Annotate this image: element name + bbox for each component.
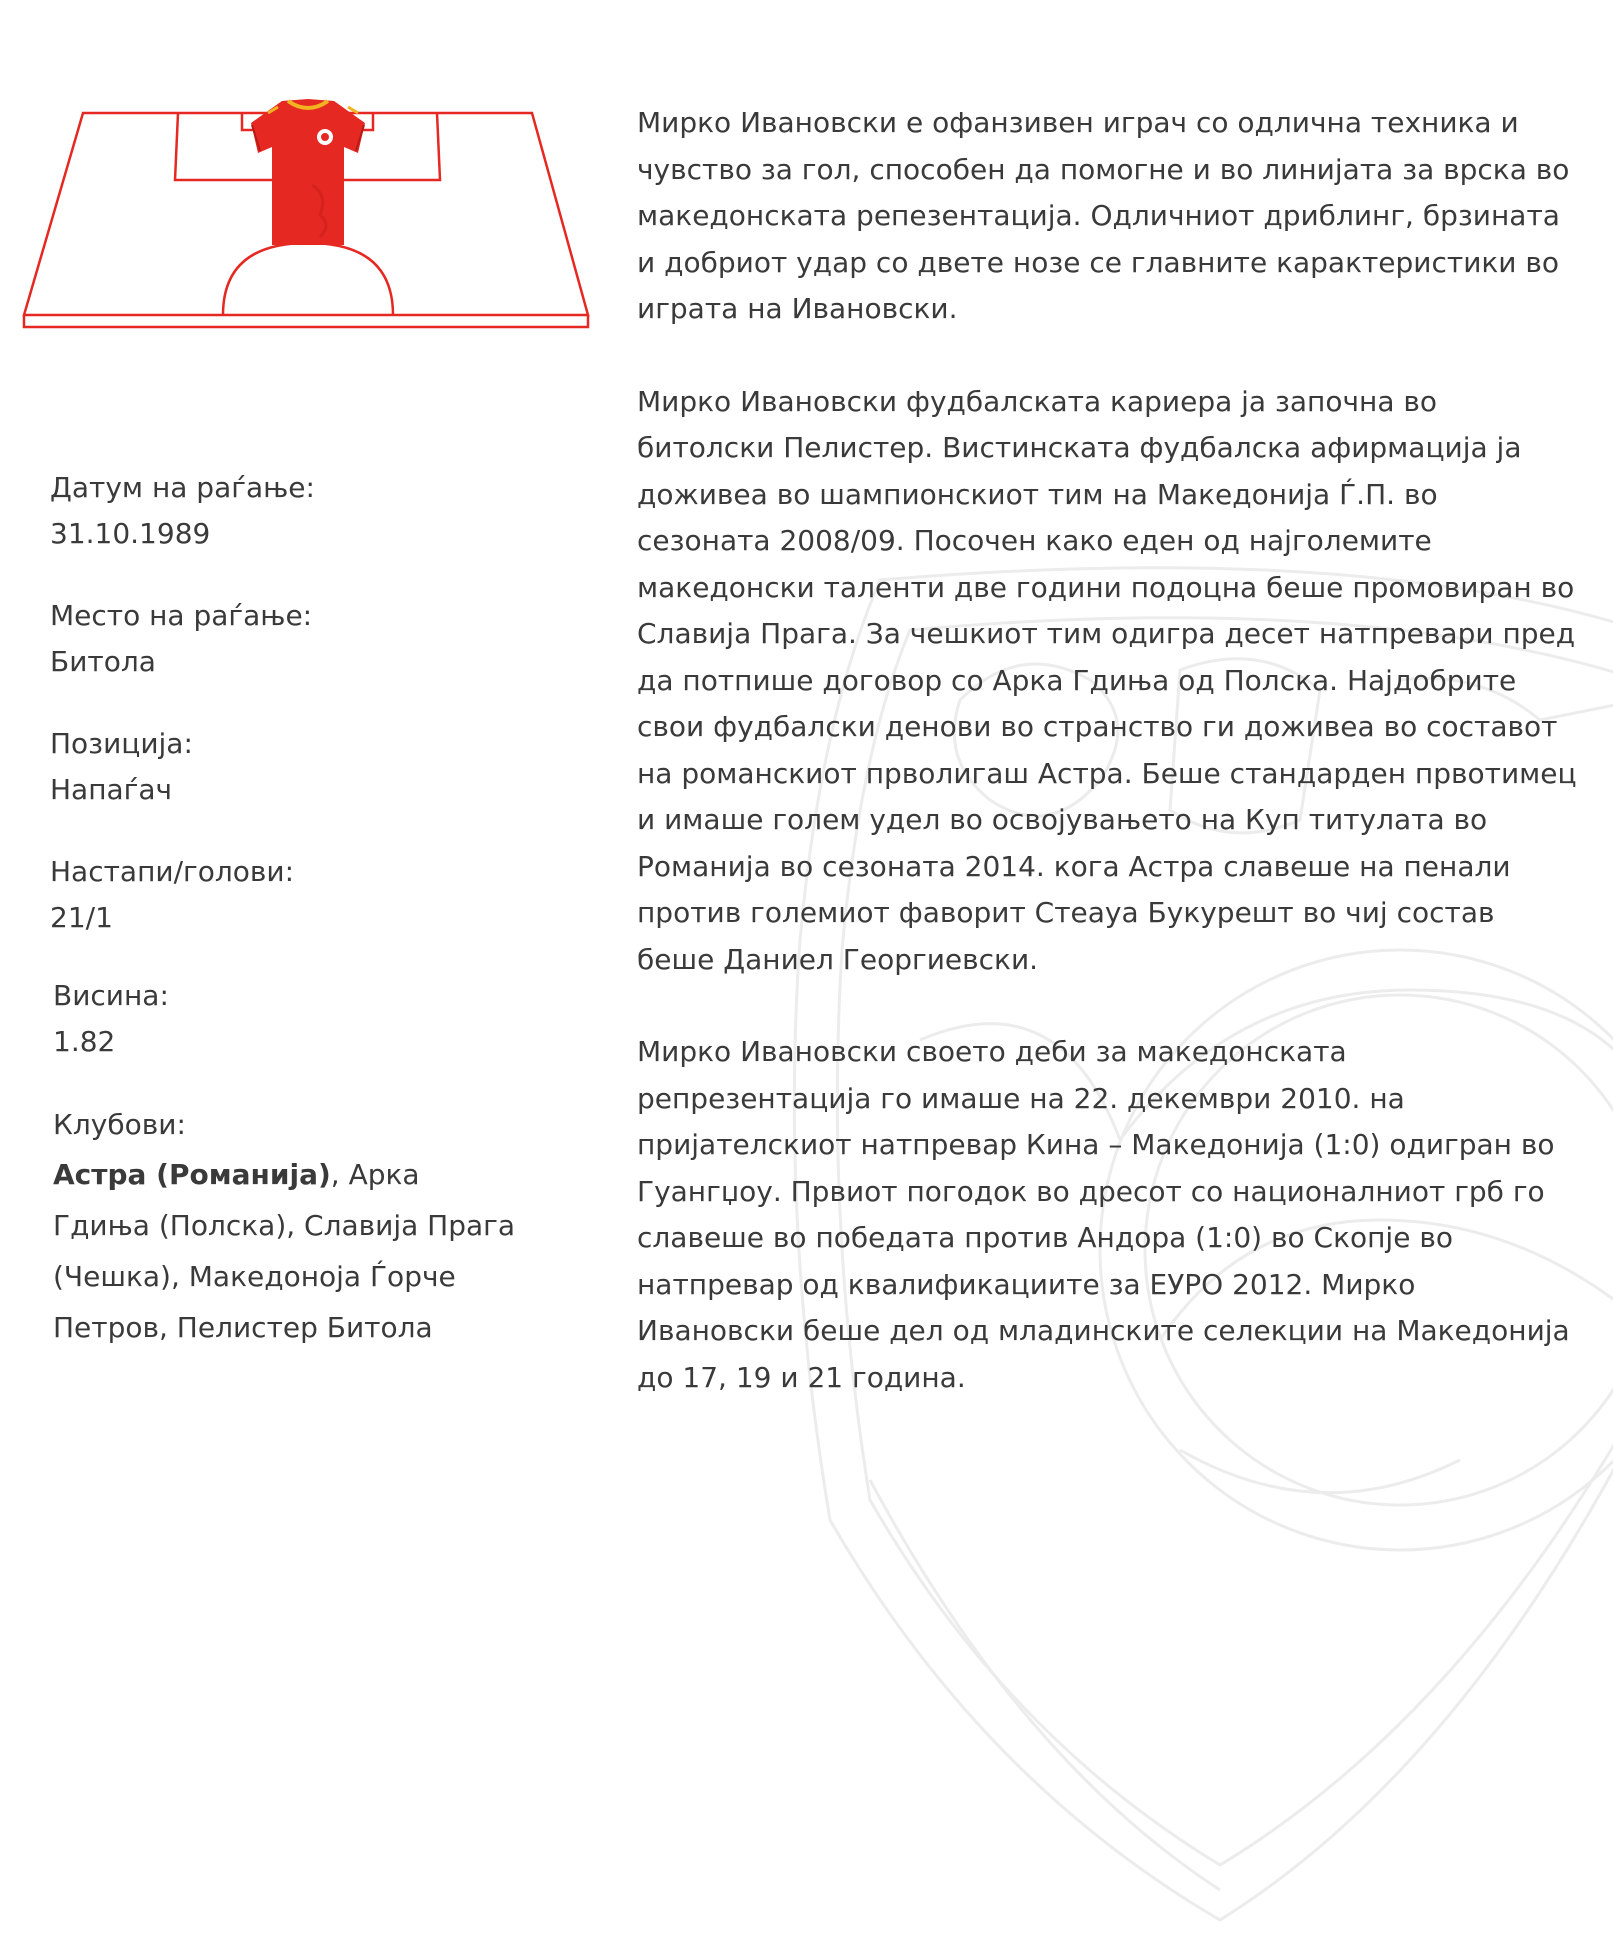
caps-goals xyxy=(50,849,520,941)
height-label: Висина: xyxy=(53,979,169,1012)
birth-place xyxy=(50,593,520,685)
position xyxy=(50,721,520,813)
clubs-label: Клубови: xyxy=(53,1108,186,1141)
other-clubs: , Арка Гдиња (Полска), Славија Прага (Чешка), Македоноја Ѓорче Петров, Пелистер Битола xyxy=(53,1158,516,1344)
birth-date-value: 31.10.1989 xyxy=(50,517,211,550)
position-label: Позиција: xyxy=(50,727,193,760)
bio-paragraph-2: Мирко Ивановски фудбалската кариера ја започна во битолски Пелистер. Вистинската фудбалска афирмација ја доживеа во шампионскиот тим на Македонија Ѓ.П. во сезоната 2008/09. Посочен како еден од најголемите македонски таленти две години подоцна беше промовиран во Славија Прага. За чешкиот тим одигра десет натпревари пред да потпише договор со Арка Гдиња од Полска. Најдобрите свои фудбалски денови во странство ги доживеа во составот на романскиот прволигаш Астра. Беше стандарден првотимец и имаше голем удел во освојувањето на Куп титулата во Романија во сезоната 2014. кога Астра славеше на пенали против големиот фаворит Стеауа Букурешт во чиј состав беше Даниел Георгиевски. xyxy=(637,384,1577,976)
birth-date-label: Датум на раѓање: xyxy=(50,471,315,504)
height-value: 1.82 xyxy=(53,1025,116,1058)
bio-paragraph-1: Мирко Ивановски е офанзивен играч со одлична техника и чувство за гол, способен да помогне и во линијата за врска во македонската репезентација. Одличниот дриблинг, брзината и добриот удар со двете нозе се главните карактеристики во играта на Ивановски. xyxy=(637,106,1570,325)
caps-goals-label: Настапи/голови: xyxy=(50,855,295,888)
bio-paragraph-3: Мирко Ивановски своето деби за македонската репрезентација го имаше на 22. декември 2010. на пријателскиот натпревар Кина – Македонија (1:0) одигран во Гуангџоу. Првиот погодок во дресот со националниот грб го славеше во победата против Андора (1:0) во Скопје во натпревар од квалификациите за ЕУРО 2012. Мирко Ивановски беше дел од младинските селекции на Македонија до 17, 19 и 21 година. xyxy=(637,1035,1570,1394)
position-value: Напаѓач xyxy=(50,773,173,806)
red-jersey-icon xyxy=(251,99,365,245)
player-facts xyxy=(50,465,520,1353)
caps-goals-value: 21/1 xyxy=(50,901,113,934)
biography xyxy=(637,100,1577,1447)
football-pitch-icon xyxy=(20,95,595,335)
birth-date xyxy=(50,465,520,557)
height xyxy=(50,973,520,1065)
birth-place-value: Битола xyxy=(50,645,156,678)
clubs xyxy=(50,1101,523,1353)
current-club: Астра (Романија) xyxy=(53,1158,331,1191)
birth-place-label: Место на раѓање: xyxy=(50,599,313,632)
